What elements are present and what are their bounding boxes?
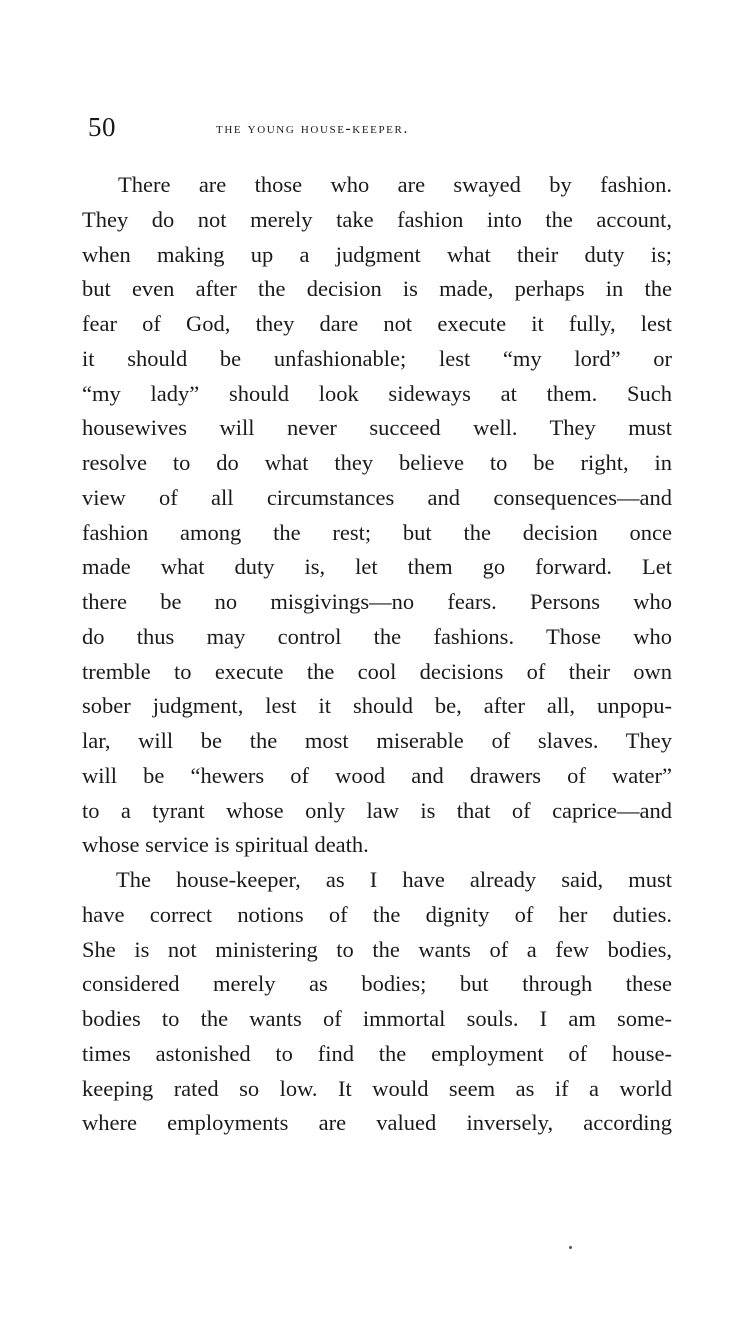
text-line: They do not merely take fashion into the account, bbox=[82, 206, 672, 232]
text-line: will be “hewers of wood and drawers of water” bbox=[82, 762, 672, 788]
text-line: fashion among the rest; but the decision once bbox=[82, 519, 672, 545]
body-text bbox=[82, 168, 672, 1141]
text-line: made what duty is, let them go forward. Let bbox=[82, 554, 672, 580]
text-line: it should be unfashionable; lest “my lord” or bbox=[82, 345, 672, 371]
text-line: sober judgment, lest it should be, after all, unpopu- bbox=[82, 693, 672, 719]
page-number: 50 bbox=[88, 112, 116, 142]
text-line: whose service is spiritual death. bbox=[82, 832, 369, 858]
text-line: “my lady” should look sideways at them. Such bbox=[82, 380, 672, 406]
text-line: bodies to the wants of immortal souls. I am some- bbox=[82, 1006, 672, 1031]
text-line: The house-keeper, as I have already said, must bbox=[116, 867, 672, 892]
text-line: do thus may control the fashions. Those who bbox=[82, 623, 672, 649]
text-line: keeping rated so low. It would seem as if a world bbox=[82, 1075, 672, 1101]
page-header bbox=[88, 112, 678, 146]
text-line: but even after the decision is made, perhaps in the bbox=[82, 276, 672, 302]
ink-speck bbox=[569, 1246, 572, 1249]
text-line: resolve to do what they believe to be right, in bbox=[82, 450, 672, 475]
text-line: when making up a judgment what their duty is; bbox=[82, 241, 672, 267]
text-line: there be no misgivings—no fears. Persons who bbox=[82, 589, 672, 614]
running-head: the young house-keeper. bbox=[216, 120, 409, 137]
text-line: considered merely as bodies; but through these bbox=[82, 971, 672, 997]
text-line: times astonished to find the employment of house- bbox=[82, 1040, 672, 1066]
text-line: view of all circumstances and consequences—and bbox=[82, 484, 672, 510]
text-line: housewives will never succeed well. They must bbox=[82, 415, 672, 441]
text-line: have correct notions of the dignity of her duties. bbox=[82, 901, 672, 927]
text-line: where employments are valued inversely, according bbox=[82, 1110, 672, 1136]
text-line: tremble to execute the cool decisions of their own bbox=[82, 658, 672, 684]
text-line: to a tyrant whose only law is that of caprice—and bbox=[82, 797, 672, 823]
text-line: lar, will be the most miserable of slaves. They bbox=[82, 728, 672, 753]
text-line: There are those who are swayed by fashion. bbox=[118, 172, 672, 197]
text-line: She is not ministering to the wants of a few bodies, bbox=[82, 936, 672, 962]
text-line: fear of God, they dare not execute it fully, lest bbox=[82, 311, 672, 336]
